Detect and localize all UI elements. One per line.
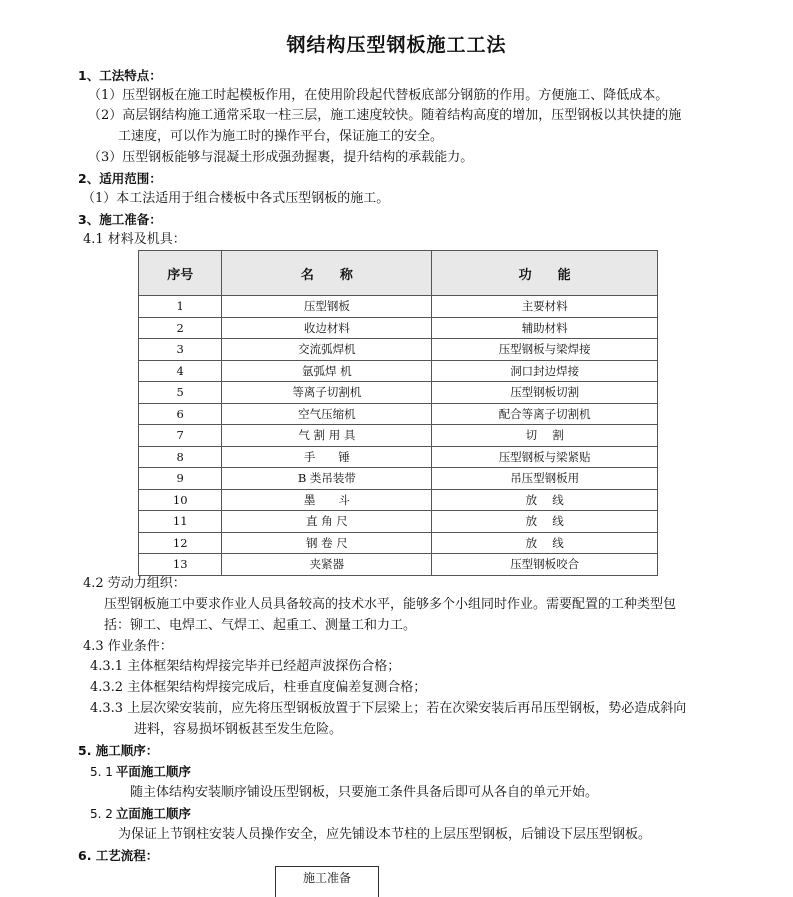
- cell-function: 压型钢板切割: [432, 382, 658, 404]
- cell-index: 10: [139, 489, 222, 511]
- cell-index: 13: [139, 554, 222, 576]
- cell-function: 主要材料: [432, 296, 658, 318]
- section-2-para-1: （1）本工法适用于组合楼板中各式压型钢板的施工。: [82, 191, 390, 206]
- subsection-4-3-heading: 4.3 作业条件：: [83, 639, 173, 654]
- table-row: [139, 468, 658, 490]
- table-row: [139, 554, 658, 576]
- cell-function: 压型钢板咬合: [432, 554, 658, 576]
- cell-function: 辅助材料: [432, 317, 658, 339]
- section-1-para-3: （3）压型钢板能够与混凝土形成强劲握裹，提升结构的承载能力。: [88, 150, 474, 165]
- table-row: [139, 446, 658, 468]
- table-row: [139, 339, 658, 361]
- table-row: [139, 511, 658, 533]
- subsection-5-1-number: 5. 1: [90, 765, 113, 779]
- section-1-para-2a: （2）高层钢结构施工通常采取一柱三层，施工速度较快。随着结构高度的增加，压型钢板以其快捷的施: [88, 108, 682, 123]
- table-row: [139, 382, 658, 404]
- table-row: [139, 489, 658, 511]
- col-header-name: 名 称: [222, 251, 432, 296]
- cell-name: 交流弧焊机: [222, 339, 432, 361]
- cell-index: 4: [139, 360, 222, 382]
- subsection-5-2-number: 5. 2: [90, 807, 113, 821]
- materials-table-body: [139, 296, 658, 576]
- subsection-5-1-title: 平面施工顺序: [115, 764, 191, 779]
- cell-name: 气 割 用 具: [222, 425, 432, 447]
- col-header-function: 功 能: [432, 251, 658, 296]
- cell-index: 12: [139, 532, 222, 554]
- cell-function: 放 线: [432, 511, 658, 533]
- table-row: [139, 296, 658, 318]
- cell-index: 9: [139, 468, 222, 490]
- cell-name: 压型钢板: [222, 296, 432, 318]
- subsection-4-2-heading: 4.2 劳动力组织：: [83, 576, 186, 591]
- subsection-4-1-heading: 4.1 材料及机具：: [83, 232, 186, 247]
- cell-name: B 类吊装带: [222, 468, 432, 490]
- table-header-row: [139, 251, 658, 296]
- cell-function: 压型钢板与梁紧贴: [432, 446, 658, 468]
- cell-name: 夹紧器: [222, 554, 432, 576]
- subsection-5-1-para: 随主体结构安装顺序铺设压型钢板，只要施工条件具备后即可从各自的单元开始。: [130, 785, 599, 800]
- cell-name: 等离子切割机: [222, 382, 432, 404]
- cell-index: 2: [139, 317, 222, 339]
- col-header-index: 序号: [139, 251, 222, 296]
- table-row: [139, 317, 658, 339]
- item-4-3-2: 4.3.2 主体框架结构焊接完成后，柱垂直度偏差复测合格；: [90, 680, 427, 695]
- section-2-heading: 2、适用范围：: [78, 171, 162, 186]
- cell-index: 6: [139, 403, 222, 425]
- cell-name: 氩弧焊 机: [222, 360, 432, 382]
- cell-index: 8: [139, 446, 222, 468]
- cell-index: 1: [139, 296, 222, 318]
- item-4-3-3a: 4.3.3 上层次梁安装前，应先将压型钢板放置于下层梁上；若在次梁安装后再吊压型钢板，势必造成斜向: [90, 701, 687, 716]
- cell-name: 收边材料: [222, 317, 432, 339]
- section-6-heading: 6. 工艺流程：: [78, 848, 159, 863]
- subsection-5-2-para: 为保证上节钢柱安装人员操作安全，应先铺设本节柱的上层压型钢板，后铺设下层压型钢板。: [118, 827, 652, 842]
- cell-index: 3: [139, 339, 222, 361]
- section-1-para-2b: 工速度，可以作为施工时的操作平台，保证施工的安全。: [118, 129, 444, 144]
- table-row: [139, 532, 658, 554]
- subsection-5-1-heading: [90, 762, 191, 783]
- subsection-4-2-para-b: 括：铆工、电焊工、气焊工、起重工、测量工和力工。: [104, 618, 417, 633]
- subsection-5-2-heading: [90, 804, 191, 825]
- item-4-3-1: 4.3.1 主体框架结构焊接完毕并已经超声波探伤合格；: [90, 659, 401, 674]
- cell-name: 墨 斗: [222, 489, 432, 511]
- cell-function: 压型钢板与梁焊接: [432, 339, 658, 361]
- cell-function: 切 割: [432, 425, 658, 447]
- item-4-3-3b: 进料，容易损坏钢板甚至发生危险。: [134, 722, 343, 737]
- document-title: 钢结构压型钢板施工工法: [286, 34, 507, 56]
- subsection-4-2-para-a: 压型钢板施工中要求作业人员具备较高的技术水平，能够多个小组同时作业。需要配置的工种类型包: [104, 597, 677, 612]
- cell-index: 5: [139, 382, 222, 404]
- table-row: [139, 425, 658, 447]
- cell-function: 放 线: [432, 489, 658, 511]
- section-3-heading: 3、施工准备：: [78, 212, 162, 227]
- cell-function: 配合等离子切割机: [432, 403, 658, 425]
- cell-function: 放 线: [432, 532, 658, 554]
- table-row: [139, 360, 658, 382]
- materials-table: [138, 250, 658, 576]
- cell-name: 空气压缩机: [222, 403, 432, 425]
- section-1-para-1: （1）压型钢板在施工时起模板作用，在使用阶段起代替板底部分钢筋的作用。方便施工、降低成本。: [88, 88, 669, 103]
- cell-name: 钢 卷 尺: [222, 532, 432, 554]
- cell-index: 7: [139, 425, 222, 447]
- cell-name: 手 锤: [222, 446, 432, 468]
- subsection-5-2-title: 立面施工顺序: [115, 806, 191, 821]
- section-5-heading: 5. 施工顺序：: [78, 743, 159, 758]
- cell-function: 洞口封边焊接: [432, 360, 658, 382]
- section-1-heading: 1、工法特点：: [78, 68, 162, 83]
- flow-step-box: 施工准备: [275, 866, 379, 897]
- cell-function: 吊压型钢板用: [432, 468, 658, 490]
- table-row: [139, 403, 658, 425]
- cell-name: 直 角 尺: [222, 511, 432, 533]
- cell-index: 11: [139, 511, 222, 533]
